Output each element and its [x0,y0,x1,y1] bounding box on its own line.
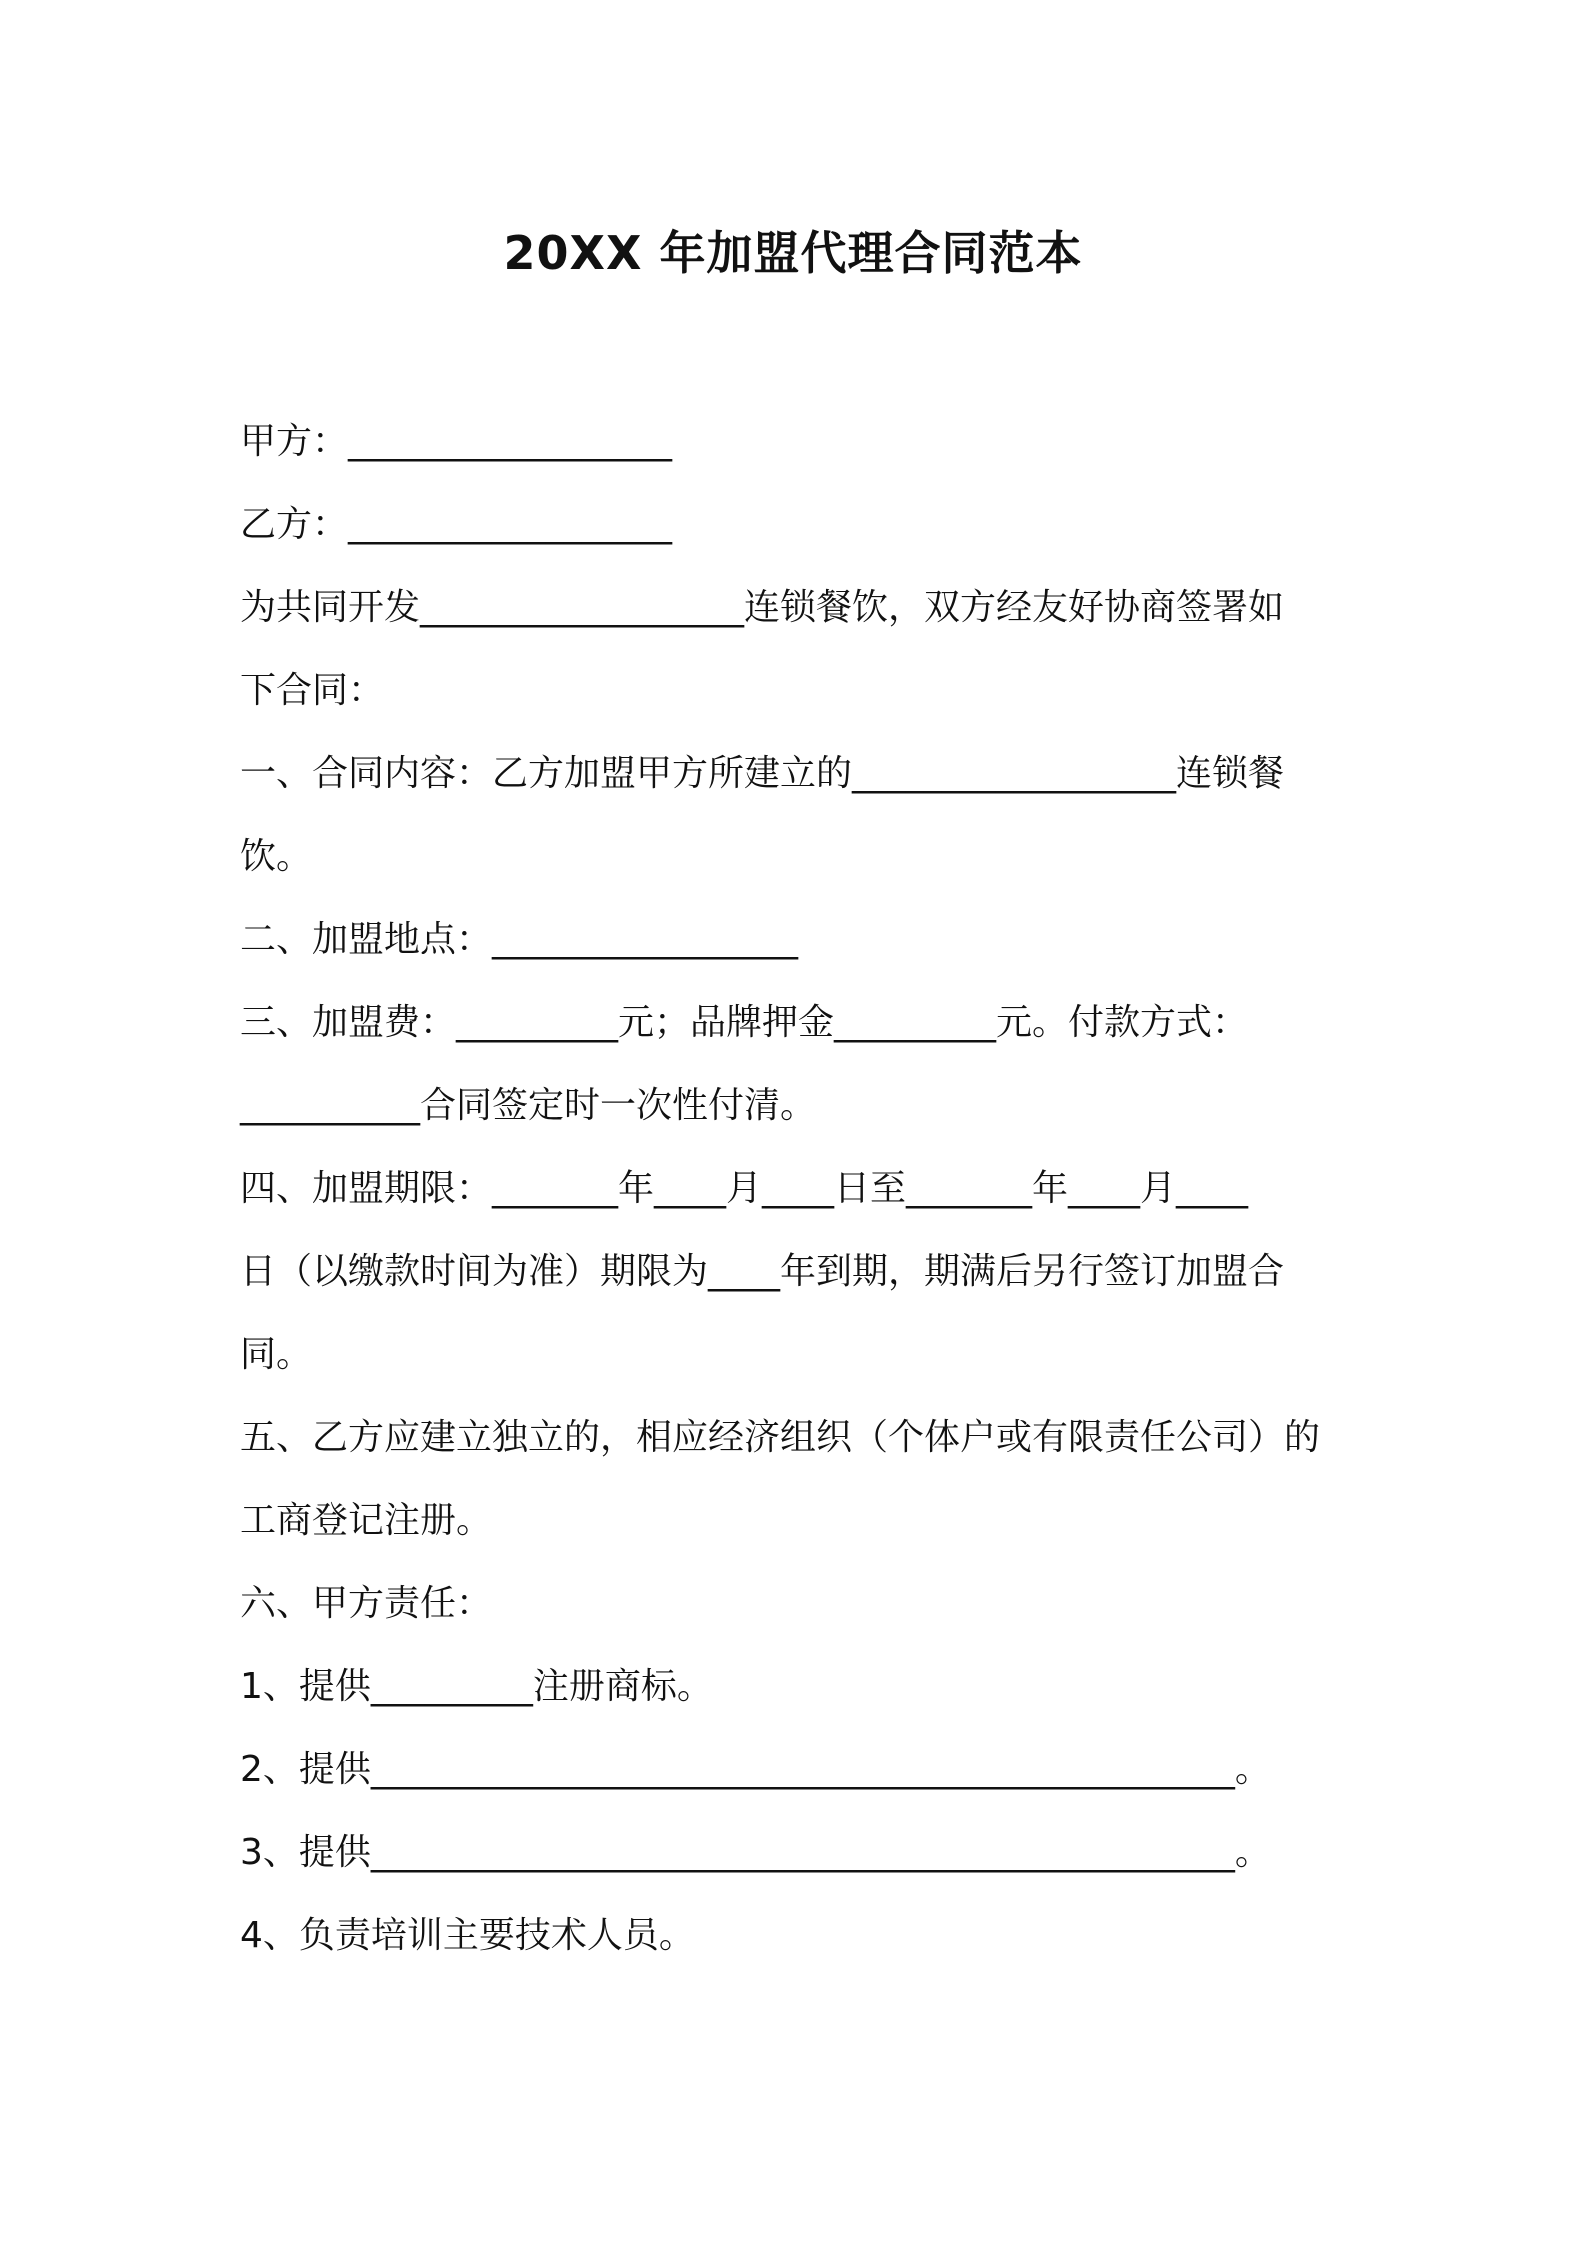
section-1-line-1: 一、合同内容：乙方加盟甲方所建立的__________________连锁餐 [240,753,1285,794]
section-6-heading: 六、甲方责任： [240,1583,493,1624]
duty-item-2: 2、提供________________________________________________。 [240,1749,1271,1790]
section-3-line-2: __________合同签定时一次性付清。 [240,1085,817,1126]
contract-body [240,400,1360,1977]
intro-line-2: 下合同： [240,670,385,711]
document-title: 20XX 年加盟代理合同范本 [503,226,1083,280]
section-2-line: 二、加盟地点：_________________ [240,919,799,960]
section-4-line-1: 四、加盟期限：_______年____月____日至_______年____月____ [240,1168,1249,1209]
party-b-line: 乙方：__________________ [240,504,673,545]
duty-item-1: 1、提供_________注册商标。 [240,1666,713,1707]
intro-line-1: 为共同开发__________________连锁餐饮，双方经友好协商签署如 [240,587,1285,628]
section-4-line-2: 日（以缴款时间为准）期限为____年到期，期满后另行签订加盟合 [240,1251,1285,1292]
section-1-line-2: 饮。 [240,836,313,877]
party-a-line: 甲方：__________________ [240,421,673,462]
section-4-line-3: 同。 [240,1334,313,1375]
section-3-line-1: 三、加盟费：_________元；品牌押金_________元。付款方式： [240,1002,1249,1043]
duty-item-3: 3、提供________________________________________________。 [240,1832,1271,1873]
section-5-line-1: 五、乙方应建立独立的，相应经济组织（个体户或有限责任公司）的 [240,1417,1321,1458]
duty-item-4: 4、负责培训主要技术人员。 [240,1915,695,1956]
section-5-line-2: 工商登记注册。 [240,1500,493,1541]
